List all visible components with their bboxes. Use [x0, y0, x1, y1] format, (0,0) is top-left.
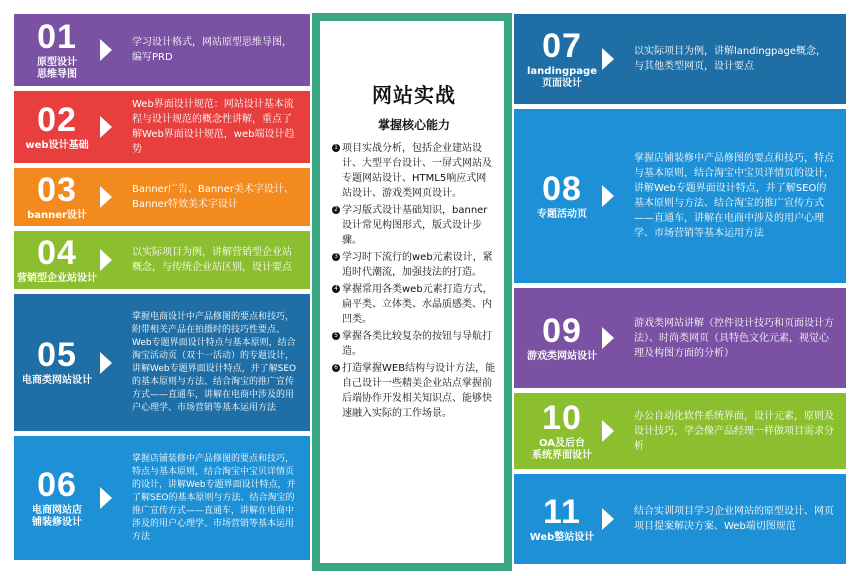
module-number: 03 — [37, 170, 77, 209]
list-item: 4 掌握常用各类web元素打造方式，扁平类、立体类、水晶质感类、内凹类。 — [332, 282, 496, 327]
module-card-03 — [14, 168, 310, 226]
center-panel — [312, 13, 512, 571]
number-bullet-icon: 6 — [332, 364, 340, 372]
module-number: 10 — [542, 398, 582, 437]
module-card-01 — [14, 14, 310, 86]
module-number: 05 — [37, 336, 77, 374]
chevron-right-icon — [100, 186, 112, 208]
module-description: 掌握电商设计中产品修图的要点和技巧，附带相关产品在拍摄时的技巧性要点、Web专题界面设计特点与基本原则，结合淘宝活动页（双十一活动）的专题设计，讲解Web专题界面设计特点，并了解SEO的基本原则与方法、结合淘宝的推广宣传方式——直通车，讲解在电商中涉及的用户心理学、市场营销等基本运用方法 — [132, 311, 297, 413]
module-description: 掌握店铺装修中产品修图的要点和技巧，特点与基本原则，结合淘宝中宝贝详情页的设计，讲解Web专题界面设计特点，并了解SEO的基本原则与方法、结合淘宝的推广宣传方式——直通车，讲解在电商中涉及的用户心理学、市场营销等基本运用方法 — [132, 453, 296, 542]
module-card-08 — [514, 109, 846, 283]
module-label: landingpage 页面设计 — [526, 65, 597, 89]
module-description: 办公自动化软件系统界面，设计元素，原则及设计技巧，学会像产品经理一样做项目需求分析 — [634, 410, 834, 452]
module-label: web设计基础 — [25, 139, 89, 151]
module-number: 07 — [542, 26, 582, 65]
module-description: 游戏类网站讲解（控件设计技巧和页面设计方法）、时尚类网页（具特色文化元素，视觉心理及构图方面的分析） — [634, 317, 834, 359]
list-item: 3 学习时下流行的web元素设计，紧追时代潮流，加强技法的打造。 — [332, 250, 496, 280]
module-description: 掌握店铺装修中产品修图的要点和技巧，特点与基本原则，结合淘宝中宝贝详情页的设计，讲解Web专题界面设计特点，并了解SEO的基本原则与方法、结合淘宝的推广宣传方式——直通车，讲解在电商中涉及的用户心理学、市场营销等基本运用方法 — [634, 153, 834, 239]
number-bullet-icon: 3 — [332, 253, 340, 261]
module-description: 学习设计格式，网站原型思维导图，编写PRD — [132, 37, 292, 63]
module-card-11 — [514, 474, 846, 564]
chevron-right-icon — [100, 487, 112, 509]
module-description: 以实际项目为例，讲解营销型企业站概念，与传统企业站区别，设计要点 — [132, 247, 292, 273]
module-label: banner设计 — [27, 209, 87, 221]
module-card-06 — [14, 436, 310, 560]
chevron-right-icon — [602, 185, 614, 207]
list-item: 1 项目实战分析，包括企业建站设计、大型平台设计、一屏式网站及专题网站设计、HTML5响应式网站设计、游戏类网页设计。 — [332, 141, 496, 201]
module-card-10 — [514, 393, 846, 469]
module-label: 电商类网站设计 — [22, 375, 92, 386]
module-number: 09 — [542, 311, 582, 350]
number-bullet-icon: 2 — [332, 206, 340, 214]
module-number: 06 — [37, 465, 77, 504]
module-label: Web整站设计 — [529, 531, 595, 543]
module-label: 游戏类网站设计 — [527, 350, 597, 362]
chevron-right-icon — [602, 327, 614, 349]
module-card-02 — [14, 91, 310, 163]
chevron-right-icon — [100, 352, 112, 374]
chevron-right-icon — [602, 420, 614, 442]
list-item: 5 掌握各类比较复杂的按钮与导航打造。 — [332, 329, 496, 359]
module-number: 08 — [542, 169, 582, 208]
module-description: Banner广告、Banner美术字设计、Banner特效美术字设计 — [132, 184, 294, 210]
chevron-right-icon — [100, 249, 112, 271]
module-number: 11 — [543, 492, 581, 531]
module-label: 专题活动页 — [537, 208, 587, 220]
chevron-right-icon — [100, 39, 112, 61]
number-bullet-icon: 5 — [332, 332, 340, 340]
module-description: 以实际项目为例，讲解landingpage概念，与其他类型网页，设计要点 — [634, 46, 827, 72]
center-list — [332, 141, 496, 421]
module-label: OA及后台 系统界面设计 — [532, 437, 592, 461]
module-number: 02 — [37, 100, 77, 139]
module-label: 原型设计 思维导图 — [37, 56, 77, 80]
module-label: 营销型企业站设计 — [17, 272, 97, 284]
number-bullet-icon: 1 — [332, 144, 340, 152]
module-card-05 — [14, 294, 310, 431]
module-card-04 — [14, 231, 310, 289]
module-description: Web界面设计规范：网站设计基本流程与设计规范的概念性讲解，重点了解Web界面设计规范，web端设计趋势 — [132, 99, 295, 155]
center-title: 网站实战 — [372, 83, 456, 107]
module-number: 04 — [37, 233, 77, 272]
module-card-09 — [514, 288, 846, 388]
number-bullet-icon: 4 — [332, 285, 340, 293]
center-subtitle: 掌握核心能力 — [377, 118, 450, 132]
module-label: 电商网站店 铺装修设计 — [32, 504, 82, 528]
module-card-07 — [514, 14, 846, 104]
list-item: 6 打造掌握WEB结构与设计方法，能自己设计一些精美企业站点掌握前后端协作开发相关知识点、能够快速融入实际的工作场景。 — [332, 361, 496, 421]
chevron-right-icon — [100, 116, 112, 138]
chevron-right-icon — [602, 508, 614, 530]
module-number: 01 — [37, 17, 77, 56]
list-item: 2 学习版式设计基础知识，banner设计常见构图形式，版式设计步骤。 — [332, 203, 496, 248]
chevron-right-icon — [602, 48, 614, 70]
module-description: 结合实训项目学习企业网站的原型设计、网页项目提案解决方案、Web端切图规范 — [634, 506, 834, 532]
